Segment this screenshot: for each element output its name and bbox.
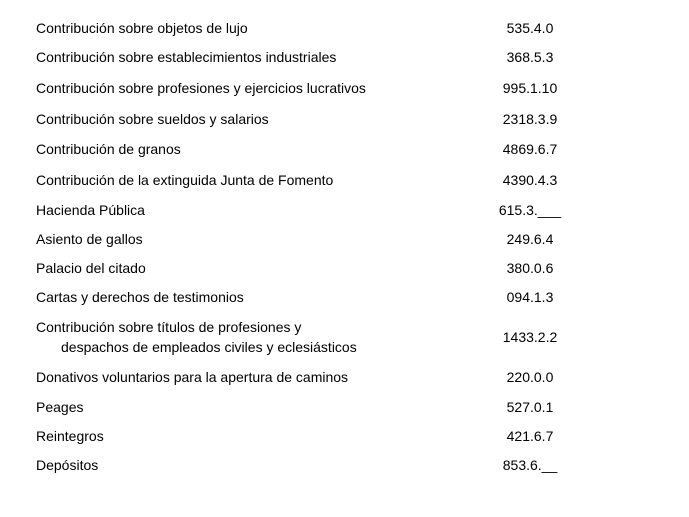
- row-label: Contribución sobre profesiones y ejercicios lucrativos: [36, 80, 366, 96]
- row-label: Reintegros: [36, 428, 104, 444]
- row-value: 527.0.1: [506, 399, 554, 415]
- row-value: 615.3.___: [498, 202, 562, 218]
- row-value: 535.4.0: [506, 20, 554, 36]
- row-label-line2: despachos de empleados civiles y eclesiásticos: [61, 339, 357, 355]
- row-label: Contribución sobre establecimientos industriales: [36, 49, 337, 65]
- row-value: 4390.4.3: [502, 172, 558, 188]
- row-label: Asiento de gallos: [36, 231, 143, 247]
- row-label: Contribución de la extinguida Junta de Fomento: [36, 172, 334, 188]
- row-value: 4869.6.7: [502, 141, 558, 157]
- row-value: 380.0.6: [506, 260, 554, 276]
- row-label: Depósitos: [36, 457, 99, 473]
- row-label: Hacienda Pública: [36, 202, 145, 218]
- row-label: Cartas y derechos de testimonios: [36, 289, 244, 305]
- row-value: 368.5.3: [506, 49, 554, 65]
- row-label: Palacio del citado: [36, 260, 146, 276]
- row-value: 421.6.7: [506, 428, 554, 444]
- row-label: Contribución de granos: [36, 141, 181, 157]
- row-label: Peages: [36, 399, 84, 415]
- row-label-line1: Contribución sobre títulos de profesiones y: [36, 319, 302, 335]
- row-value: 220.0.0: [506, 369, 554, 385]
- row-label: Contribución sobre objetos de lujo: [36, 20, 248, 36]
- row-label: Donativos voluntarios para la apertura de caminos: [36, 369, 349, 385]
- row-value: 249.6.4: [506, 231, 554, 247]
- row-value: 094.1.3: [506, 289, 554, 305]
- row-label: Contribución sobre sueldos y salarios: [36, 111, 269, 127]
- row-value: 1433.2.2: [502, 329, 558, 345]
- row-value: 2318.3.9: [502, 111, 558, 127]
- row-label-multiline: [36, 317, 357, 357]
- row-value: 995.1.10: [502, 80, 558, 96]
- row-value: 853.6.__: [502, 457, 558, 473]
